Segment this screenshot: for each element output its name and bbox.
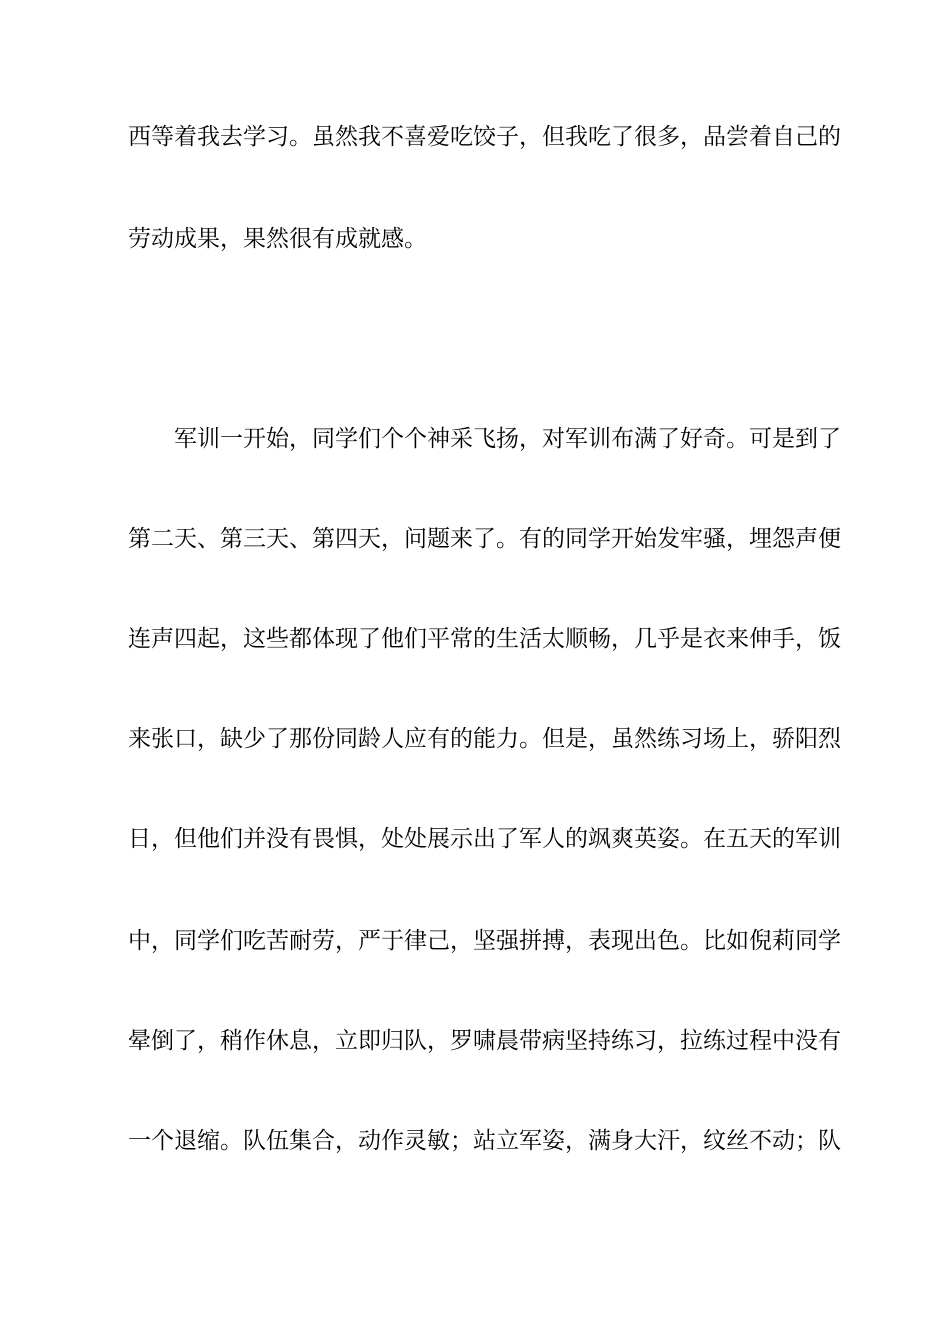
- paragraph-2-line-7: 晕倒了，稍作休息，立即归队，罗啸晨带病坚持练习，拉练过程中没有: [128, 1028, 841, 1054]
- paragraph-2-line-4: 来张口，缺少了那份同龄人应有的能力。但是，虽然练习场上，骄阳烈: [128, 726, 841, 752]
- paragraph-2-line-8: 一个退缩。队伍集合，动作灵敏；站立军姿，满身大汗，纹丝不动；队: [128, 1128, 841, 1154]
- paragraph-2-line-3: 连声四起，这些都体现了他们平常的生活太顺畅，几乎是衣来伸手，饭: [128, 626, 841, 652]
- paragraph-1-line-1: 西等着我去学习。虽然我不喜爱吃饺子，但我吃了很多，品尝着自己的: [128, 124, 841, 150]
- paragraph-1-line-2: 劳动成果，果然很有成就感。: [128, 226, 427, 252]
- paragraph-2-line-2: 第二天、第三天、第四天，问题来了。有的同学开始发牢骚，埋怨声便: [128, 526, 841, 552]
- paragraph-2-line-5: 日，但他们并没有畏惧，处处展示出了军人的飒爽英姿。在五天的军训: [128, 826, 841, 852]
- paragraph-2-line-1: 军训一开始，同学们个个神采飞扬，对军训布满了好奇。可是到了: [174, 426, 841, 452]
- paragraph-2-line-6: 中，同学们吃苦耐劳，严于律己，坚强拼搏，表现出色。比如倪莉同学: [128, 928, 841, 954]
